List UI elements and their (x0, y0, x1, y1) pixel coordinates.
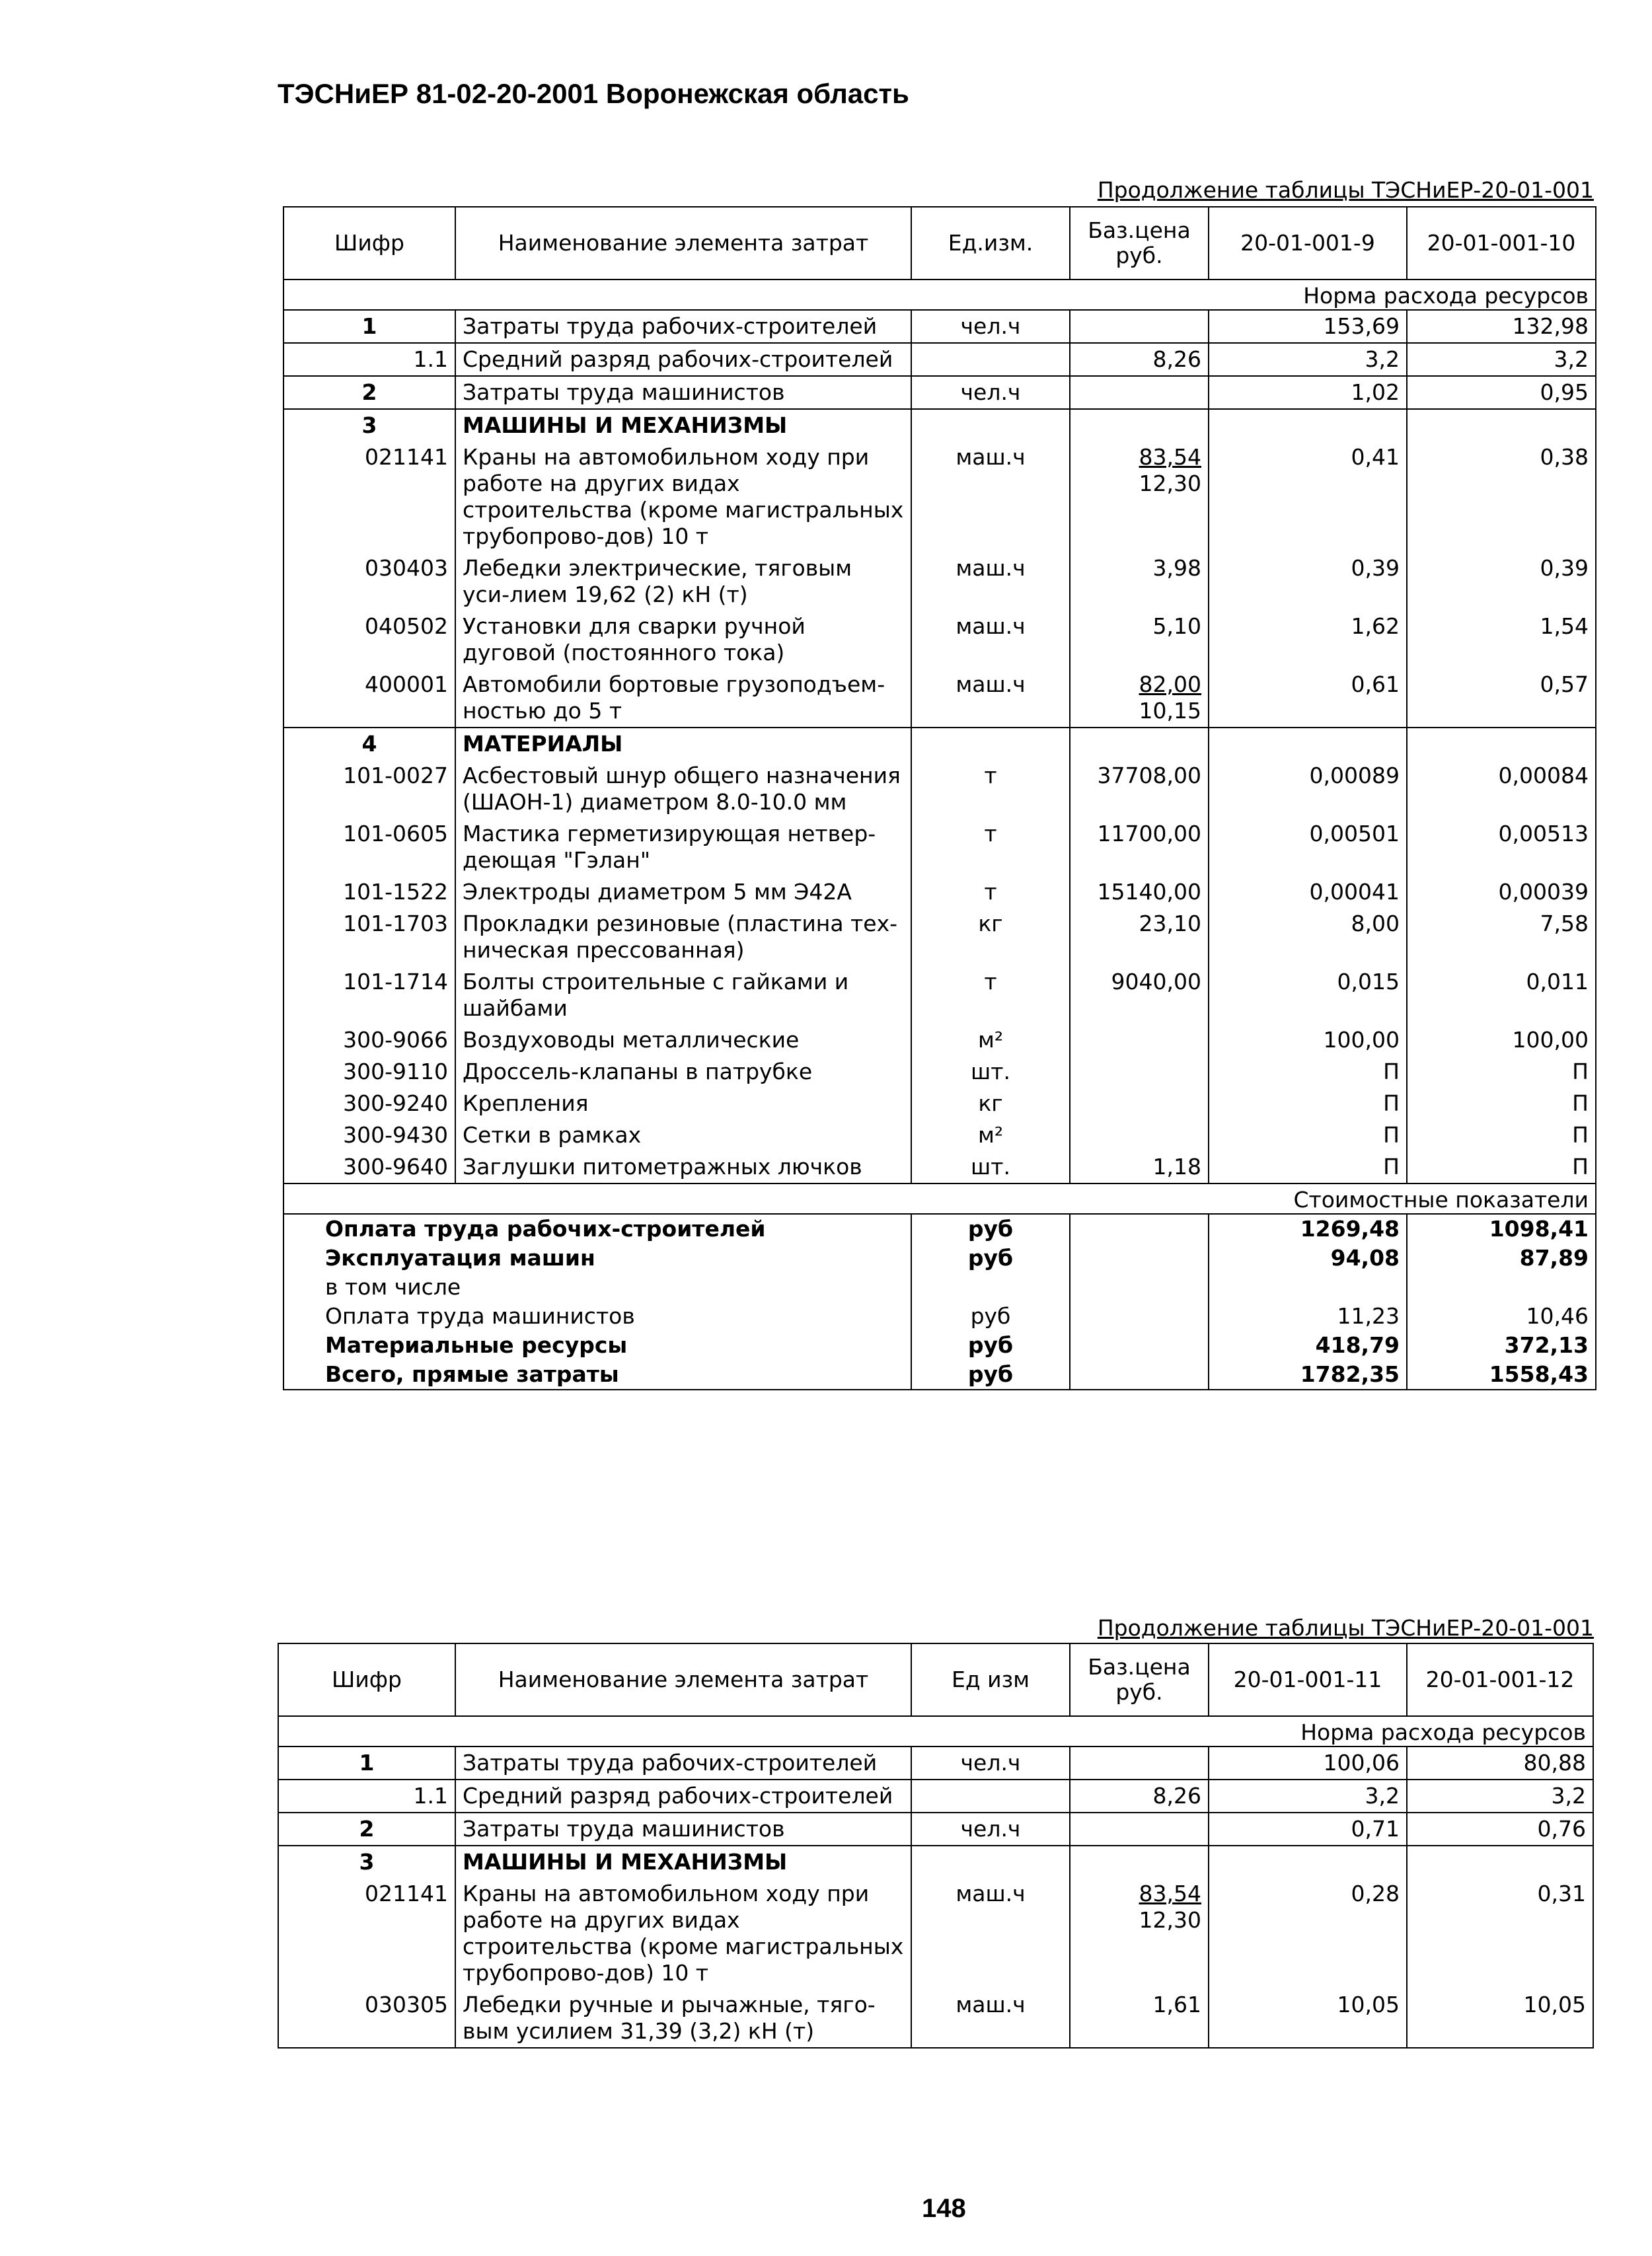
row-unit: маш.ч (911, 611, 1070, 669)
row-name: Краны на автомобильном ходу при работе на других видах строительства (кроме магистральных трубопрово-дов) 10 т (455, 1878, 911, 1989)
row-value-2: 7,58 (1407, 908, 1596, 966)
cost-name: в том числе (283, 1273, 911, 1302)
row-unit: т (911, 966, 1070, 1024)
row-value-2: 1,54 (1407, 611, 1596, 669)
table-row (283, 310, 1596, 343)
table-row (283, 760, 1596, 818)
table-row (283, 876, 1596, 908)
row-unit: чел.ч (911, 1747, 1070, 1780)
row-value-1: 0,00501 (1209, 818, 1407, 876)
row-price-value: 82,00 (1139, 671, 1201, 697)
table-row (283, 552, 1596, 611)
row-code: 300-9640 (283, 1151, 455, 1184)
section-number: 3 (283, 409, 455, 441)
row-value-2: 0,76 (1407, 1813, 1593, 1846)
table-row (278, 1878, 1593, 1989)
section-number: 4 (283, 728, 455, 760)
section-number: 3 (278, 1846, 455, 1878)
cost-value-2: 87,89 (1407, 1244, 1596, 1273)
row-price-value: 37708,00 (1097, 763, 1201, 788)
row-value-1: 0,015 (1209, 966, 1407, 1024)
norm-label: Норма расхода ресурсов (278, 1716, 1593, 1747)
row-name: Воздуховоды металлические (455, 1024, 911, 1056)
row-name: Затраты труда рабочих-строителей (455, 1747, 911, 1780)
section-title: МАТЕРИАЛЫ (455, 728, 911, 760)
row-name: Затраты труда рабочих-строителей (455, 310, 911, 343)
row-code: 021141 (283, 441, 455, 552)
resource-table-1 (283, 206, 1596, 1390)
row-unit: маш.ч (911, 669, 1070, 728)
cost-price (1070, 1331, 1209, 1360)
cost-label: Стоимостные показатели (283, 1184, 1596, 1214)
cost-name: Оплата труда рабочих-строителей (283, 1214, 911, 1244)
row-name: Затраты труда машинистов (455, 376, 911, 409)
row-price (1070, 1780, 1209, 1813)
row-name: Асбестовый шнур общего назначения (ШАОН-1) диаметром 8.0-10.0 мм (455, 760, 911, 818)
row-unit: т (911, 818, 1070, 876)
row-price (1070, 552, 1209, 611)
cost-price (1070, 1214, 1209, 1244)
cost-unit: руб (911, 1360, 1070, 1390)
cost-value-1: 94,08 (1209, 1244, 1407, 1273)
row-price (1070, 310, 1209, 343)
row-price-value: 83,54 (1139, 1881, 1201, 1906)
section-row (283, 728, 1596, 760)
row-price (1070, 908, 1209, 966)
cost-unit: руб (911, 1244, 1070, 1273)
cost-price (1070, 1273, 1209, 1302)
row-price-value: 1,18 (1152, 1154, 1201, 1180)
row-price-value: 15140,00 (1097, 879, 1201, 905)
cost-value-2: 372,13 (1407, 1331, 1596, 1360)
table-row (283, 669, 1596, 728)
section-row (283, 409, 1596, 441)
header-code: Шифр (278, 1643, 455, 1716)
row-value-2 (1407, 728, 1596, 760)
cost-row (283, 1331, 1596, 1360)
cost-value-1 (1209, 1273, 1407, 1302)
row-unit (911, 343, 1070, 376)
row-code: 2 (278, 1813, 455, 1846)
row-unit: маш.ч (911, 441, 1070, 552)
norm-label-row (278, 1716, 1593, 1747)
row-code: 1 (278, 1747, 455, 1780)
row-value-2 (1407, 409, 1596, 441)
row-value-1: 3,2 (1209, 1780, 1407, 1813)
row-unit: чел.ч (911, 376, 1070, 409)
table-header-row (278, 1643, 1593, 1716)
row-value-1: 0,39 (1209, 552, 1407, 611)
header-name: Наименование элемента затрат (455, 1643, 911, 1716)
row-price (1070, 376, 1209, 409)
cost-price (1070, 1244, 1209, 1273)
cost-name: Эксплуатация машин (283, 1244, 911, 1273)
table-row (283, 1088, 1596, 1119)
row-value-1: 153,69 (1209, 310, 1407, 343)
row-value-1: 0,00041 (1209, 876, 1407, 908)
cost-name: Оплата труда машинистов (283, 1302, 911, 1331)
row-name: Сетки в рамках (455, 1119, 911, 1151)
table-row (283, 611, 1596, 669)
row-unit: маш.ч (911, 1989, 1070, 2048)
table-row (283, 441, 1596, 552)
table1-caption: Продолжение таблицы ТЭСНиЕР-20-01-001 (1097, 177, 1594, 203)
table-row (278, 1989, 1593, 2048)
row-name: Установки для сварки ручной дуговой (постоянного тока) (455, 611, 911, 669)
row-name: Лебедки электрические, тяговым уси-лием 19,62 (2) кН (т) (455, 552, 911, 611)
row-unit: т (911, 876, 1070, 908)
header-unit: Ед.изм. (911, 207, 1070, 280)
cost-row (283, 1360, 1596, 1390)
header-code: Шифр (283, 207, 455, 280)
table-row (283, 343, 1596, 376)
row-price (1070, 1878, 1209, 1989)
row-price-value: 5,10 (1152, 613, 1201, 639)
row-price (1070, 1056, 1209, 1088)
header-col2: 20-01-001-10 (1407, 207, 1596, 280)
row-unit: чел.ч (911, 1813, 1070, 1846)
section-title: МАШИНЫ И МЕХАНИЗМЫ (455, 409, 911, 441)
row-value-1: 0,28 (1209, 1878, 1407, 1989)
row-value-1 (1209, 728, 1407, 760)
row-value-2 (1407, 1846, 1593, 1878)
row-code: 400001 (283, 669, 455, 728)
row-price-secondary: 12,30 (1139, 1907, 1201, 1933)
row-price-value: 23,10 (1139, 911, 1201, 936)
cost-price (1070, 1360, 1209, 1390)
row-value-1: 100,06 (1209, 1747, 1407, 1780)
norm-label-row (283, 280, 1596, 310)
header-name: Наименование элемента затрат (455, 207, 911, 280)
row-code: 1.1 (283, 343, 455, 376)
row-value-2: 0,39 (1407, 552, 1596, 611)
row-name: Электроды диаметром 5 мм Э42А (455, 876, 911, 908)
row-code: 021141 (278, 1878, 455, 1989)
cost-row (283, 1244, 1596, 1273)
cost-value-2: 10,46 (1407, 1302, 1596, 1331)
row-code: 300-9240 (283, 1088, 455, 1119)
row-value-1: 10,05 (1209, 1989, 1407, 2048)
table-row (283, 1119, 1596, 1151)
row-code: 101-1714 (283, 966, 455, 1024)
row-price-value: 8,26 (1152, 346, 1201, 372)
row-unit: маш.ч (911, 1878, 1070, 1989)
header-col1: 20-01-001-9 (1209, 207, 1407, 280)
cost-value-1: 11,23 (1209, 1302, 1407, 1331)
resource-table-2 (278, 1643, 1594, 2049)
row-value-2: 132,98 (1407, 310, 1596, 343)
row-value-2: 10,05 (1407, 1989, 1593, 2048)
row-value-1: 0,71 (1209, 1813, 1407, 1846)
cost-value-1: 418,79 (1209, 1331, 1407, 1360)
table-row (283, 1024, 1596, 1056)
row-value-1: П (1209, 1151, 1407, 1184)
row-value-2: 0,00039 (1407, 876, 1596, 908)
row-value-2: П (1407, 1088, 1596, 1119)
table-row (283, 966, 1596, 1024)
table-row (283, 376, 1596, 409)
row-price (1070, 611, 1209, 669)
section-title: МАШИНЫ И МЕХАНИЗМЫ (455, 1846, 911, 1878)
row-price-value: 9040,00 (1111, 969, 1201, 995)
row-unit: чел.ч (911, 310, 1070, 343)
row-value-1: 1,02 (1209, 376, 1407, 409)
row-unit: кг (911, 1088, 1070, 1119)
row-value-2: 0,38 (1407, 441, 1596, 552)
row-code: 040502 (283, 611, 455, 669)
row-code: 300-9066 (283, 1024, 455, 1056)
row-code: 030403 (283, 552, 455, 611)
row-value-1: 3,2 (1209, 343, 1407, 376)
cost-value-2 (1407, 1273, 1596, 1302)
row-code: 300-9110 (283, 1056, 455, 1088)
row-value-2: 0,95 (1407, 376, 1596, 409)
cost-value-2: 1558,43 (1407, 1360, 1596, 1390)
row-code: 030305 (278, 1989, 455, 2048)
row-name: Болты строительные с гайками и шайбами (455, 966, 911, 1024)
cost-name: Всего, прямые затраты (283, 1360, 911, 1390)
row-name: Лебедки ручные и рычажные, тяго-вым усилием 31,39 (3,2) кН (т) (455, 1989, 911, 2048)
table-row (278, 1813, 1593, 1846)
cost-value-1: 1782,35 (1209, 1360, 1407, 1390)
row-price-value: 1,61 (1152, 1992, 1201, 2017)
row-price (1070, 1813, 1209, 1846)
row-value-1: П (1209, 1119, 1407, 1151)
row-value-1: 8,00 (1209, 908, 1407, 966)
cost-value-1: 1269,48 (1209, 1214, 1407, 1244)
row-code: 101-1522 (283, 876, 455, 908)
row-code: 300-9430 (283, 1119, 455, 1151)
row-price (1070, 760, 1209, 818)
row-unit (911, 728, 1070, 760)
row-name: Прокладки резиновые (пластина тех-ническая прессованная) (455, 908, 911, 966)
header-price: Баз.цена руб. (1070, 207, 1209, 280)
row-value-2: 3,2 (1407, 343, 1596, 376)
header-col1: 20-01-001-11 (1209, 1643, 1407, 1716)
row-price (1070, 728, 1209, 760)
cost-unit (911, 1273, 1070, 1302)
row-unit: т (911, 760, 1070, 818)
cost-unit: руб (911, 1302, 1070, 1331)
row-price (1070, 343, 1209, 376)
row-value-1 (1209, 1846, 1407, 1878)
row-unit: маш.ч (911, 552, 1070, 611)
row-value-2: 0,57 (1407, 669, 1596, 728)
row-value-1: П (1209, 1056, 1407, 1088)
row-name: Средний разряд рабочих-строителей (455, 1780, 911, 1813)
cost-label-row (283, 1184, 1596, 1214)
row-unit: м² (911, 1119, 1070, 1151)
row-price-value: 8,26 (1152, 1783, 1201, 1809)
row-value-2: 3,2 (1407, 1780, 1593, 1813)
row-value-2: П (1407, 1119, 1596, 1151)
row-value-2: 80,88 (1407, 1747, 1593, 1780)
row-price (1070, 441, 1209, 552)
row-unit: м² (911, 1024, 1070, 1056)
row-price (1070, 409, 1209, 441)
row-code: 1 (283, 310, 455, 343)
row-value-1: 0,41 (1209, 441, 1407, 552)
row-price-secondary: 12,30 (1139, 470, 1201, 496)
row-unit: кг (911, 908, 1070, 966)
row-value-2: 0,00084 (1407, 760, 1596, 818)
table-header-row (283, 207, 1596, 280)
cost-row (283, 1214, 1596, 1244)
cost-row (283, 1302, 1596, 1331)
cost-unit: руб (911, 1214, 1070, 1244)
cost-price (1070, 1302, 1209, 1331)
row-code: 101-0027 (283, 760, 455, 818)
table-row (278, 1747, 1593, 1780)
row-name: Крепления (455, 1088, 911, 1119)
header-col2: 20-01-001-12 (1407, 1643, 1593, 1716)
row-value-1: П (1209, 1088, 1407, 1119)
row-code: 101-0605 (283, 818, 455, 876)
row-value-2: П (1407, 1056, 1596, 1088)
cost-row (283, 1273, 1596, 1302)
document-title: ТЭСНиЕР 81-02-20-2001 Воронежская область (278, 78, 909, 109)
row-price (1070, 1846, 1209, 1878)
row-value-2: 0,00513 (1407, 818, 1596, 876)
table-row (283, 818, 1596, 876)
row-unit (911, 1780, 1070, 1813)
row-unit: шт. (911, 1151, 1070, 1184)
row-name: Заглушки питометражных лючков (455, 1151, 911, 1184)
table-row (283, 1056, 1596, 1088)
row-unit: шт. (911, 1056, 1070, 1088)
row-price (1070, 1989, 1209, 2048)
row-value-1: 1,62 (1209, 611, 1407, 669)
row-price (1070, 669, 1209, 728)
row-value-2: 0,31 (1407, 1878, 1593, 1989)
row-price (1070, 818, 1209, 876)
row-price-value: 3,98 (1152, 555, 1201, 581)
row-name: Затраты труда машинистов (455, 1813, 911, 1846)
row-code: 2 (283, 376, 455, 409)
row-name: Мастика герметизирующая нетвер-деющая "Гэлан" (455, 818, 911, 876)
row-price (1070, 1088, 1209, 1119)
row-value-1: 0,00089 (1209, 760, 1407, 818)
page-number: 148 (922, 2194, 966, 2223)
row-price (1070, 1747, 1209, 1780)
row-value-2: П (1407, 1151, 1596, 1184)
row-price-value: 83,54 (1139, 444, 1201, 470)
row-name: Автомобили бортовые грузоподъем-ностью до 5 т (455, 669, 911, 728)
header-unit: Ед изм (911, 1643, 1070, 1716)
row-value-1 (1209, 409, 1407, 441)
cost-unit: руб (911, 1331, 1070, 1360)
row-price-secondary: 10,15 (1139, 698, 1201, 724)
row-value-1: 0,61 (1209, 669, 1407, 728)
row-code: 101-1703 (283, 908, 455, 966)
row-value-1: 100,00 (1209, 1024, 1407, 1056)
row-value-2: 0,011 (1407, 966, 1596, 1024)
row-name: Дроссель-клапаны в патрубке (455, 1056, 911, 1088)
header-price: Баз.цена руб. (1070, 1643, 1209, 1716)
cost-name: Материальные ресурсы (283, 1331, 911, 1360)
table-row (283, 908, 1596, 966)
row-value-2: 100,00 (1407, 1024, 1596, 1056)
table-row (278, 1780, 1593, 1813)
row-unit (911, 1846, 1070, 1878)
section-row (278, 1846, 1593, 1878)
row-price (1070, 1119, 1209, 1151)
row-price-value: 11700,00 (1097, 821, 1201, 846)
cost-value-2: 1098,41 (1407, 1214, 1596, 1244)
row-name: Краны на автомобильном ходу при работе на других видах строительства (кроме магистральных трубопрово-дов) 10 т (455, 441, 911, 552)
row-price (1070, 966, 1209, 1024)
row-price (1070, 876, 1209, 908)
row-price (1070, 1151, 1209, 1184)
table2-caption: Продолжение таблицы ТЭСНиЕР-20-01-001 (1097, 1615, 1594, 1641)
norm-label: Норма расхода ресурсов (283, 280, 1596, 310)
row-name: Средний разряд рабочих-строителей (455, 343, 911, 376)
table-row (283, 1151, 1596, 1184)
row-code: 1.1 (278, 1780, 455, 1813)
row-unit (911, 409, 1070, 441)
row-price (1070, 1024, 1209, 1056)
